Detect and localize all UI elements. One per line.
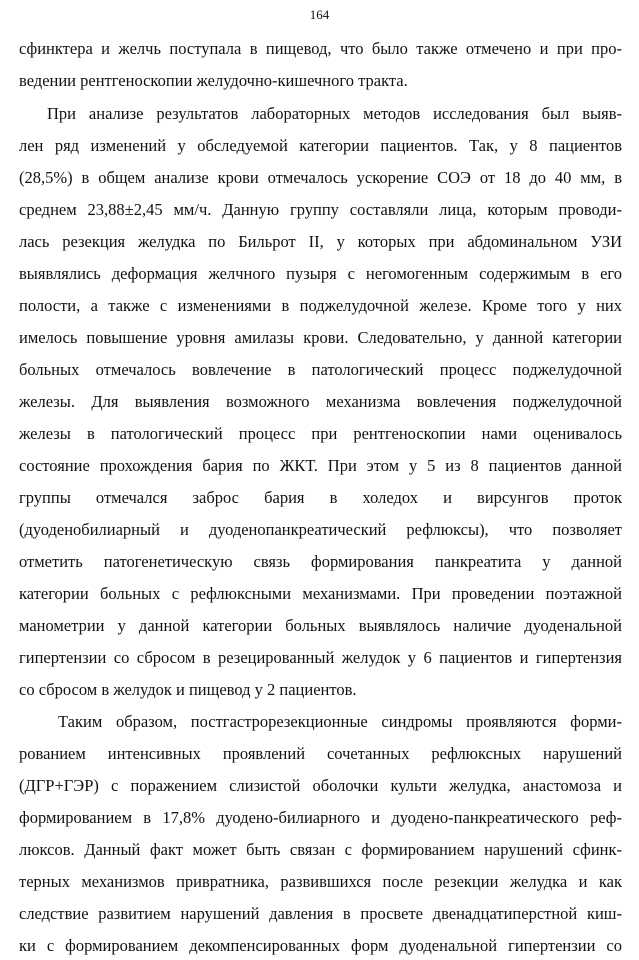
text-line: ки с формированием декомпенсированных форм дуоденальной гипертензии со	[19, 936, 622, 955]
text-line: люксов. Данный факт может быть связан с формированием нарушений сфинк-	[19, 840, 622, 859]
text-line: железы. Для выявления возможного механизма вовлечения поджелудочной	[19, 392, 622, 411]
text-line: сфинктера и желчь поступала в пищевод, что было также отмечено и при про-	[19, 39, 622, 58]
text-line: отметить патогенетическую связь формирования панкреатита у данной	[19, 552, 622, 571]
text-line: (дуоденобилиарный и дуоденопанкреатический рефлюксы), что позволяет	[19, 520, 622, 539]
text-line: следствие развитием нарушений давления в просвете двенадцатиперстной киш-	[19, 904, 622, 923]
text-line: состояние прохождения бария по ЖКТ. При этом у 5 из 8 пациентов данной	[19, 456, 622, 475]
text-line: со сбросом в желудок и пищевод у 2 пациентов.	[19, 680, 357, 699]
text-line: При анализе результатов лабораторных методов исследования был выяв-	[47, 104, 622, 123]
text-line: больных отмечалось вовлечение в патологический процесс поджелудочной	[19, 360, 622, 379]
text-line: ведении рентгеноскопии желудочно-кишечного тракта.	[19, 71, 408, 90]
text-line: выявлялись деформация желчного пузыря с негомогенным содержимым в его	[19, 264, 622, 283]
text-line: рованием интенсивных проявлений сочетанных рефлюксных нарушений	[19, 744, 622, 763]
text-line: имелось повышение уровня амилазы крови. Следовательно, у данной категории	[19, 328, 622, 347]
text-line: полости, а также с изменениями в поджелудочной железе. Кроме того у них	[19, 296, 622, 315]
text-line: формированием в 17,8% дуодено-билиарного и дуодено-панкреатического реф-	[19, 808, 622, 827]
text-line: гипертензии со сбросом в резецированный желудок у 6 пациентов и гипертензия	[19, 648, 622, 667]
text-line: лен ряд изменений у обследуемой категории пациентов. Так, у 8 пациентов	[19, 136, 622, 155]
text-line: группы отмечался заброс бария в холедох и вирсунгов проток	[19, 488, 622, 507]
page-number: 164	[309, 7, 330, 22]
text-line: (ДГР+ГЭР) с поражением слизистой оболочки культи желудка, анастомоза и	[19, 776, 622, 795]
text-line: Таким образом, постгастрорезекционные синдромы проявляются форми-	[58, 712, 622, 731]
text-line: терных механизмов привратника, развившихся после резекции желудка и как	[19, 872, 622, 891]
text-line: категории больных с рефлюксными механизмами. При проведении поэтажной	[19, 584, 622, 603]
text-line: (28,5%) в общем анализе крови отмечалось ускорение СОЭ от 18 до 40 мм, в	[19, 168, 622, 187]
text-line: манометрии у данной категории больных выявлялось наличие дуоденальной	[19, 616, 622, 635]
text-line: среднем 23,88±2,45 мм/ч. Данную группу составляли лица, которым проводи-	[19, 200, 622, 219]
text-line: железы в патологический процесс при рентгеноскопии нами оценивалось	[19, 424, 622, 443]
text-line: лась резекция желудка по Бильрот II, у которых при абдоминальном УЗИ	[19, 232, 622, 251]
